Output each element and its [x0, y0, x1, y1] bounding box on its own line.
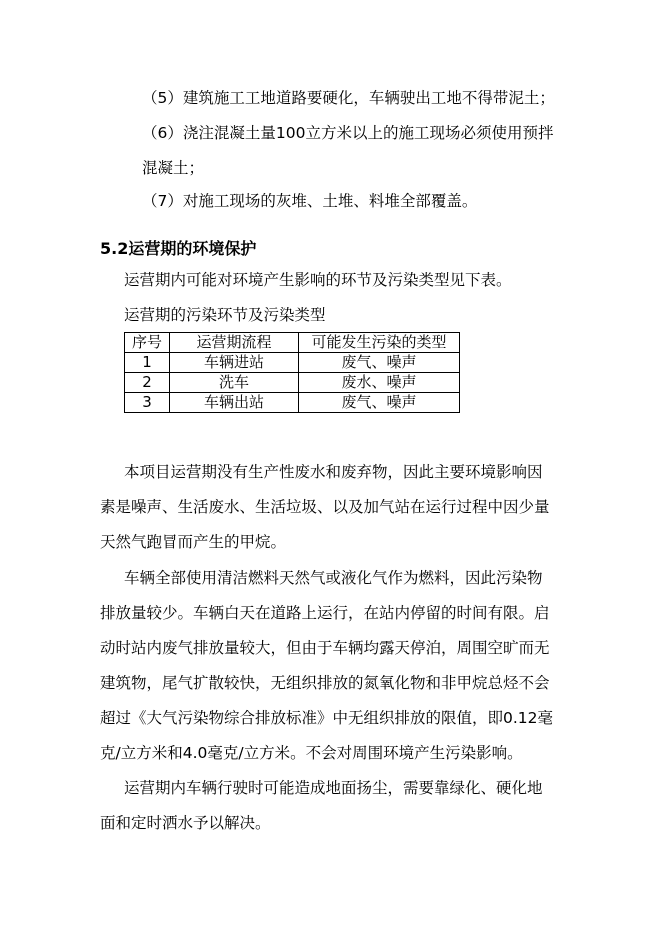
- paragraph-1-line-1: 本项目运营期没有生产性废水和废弃物，因此主要环境影响因: [124, 463, 543, 481]
- header-cell-pollution-type: 可能发生污染的类型: [299, 333, 460, 353]
- table-cell: 洗车: [170, 373, 299, 393]
- table-cell: 2: [125, 373, 170, 393]
- table-cell: 3: [125, 393, 170, 413]
- paragraph-1-line-2: 素是噪声、生活废水、生活垃圾、以及加气站在运行过程中因少量: [100, 498, 550, 516]
- paragraph-2-line-6: 克/立方米和4.0毫克/立方米。不会对周围环境产生污染影响。: [100, 744, 523, 762]
- paragraph-1-line-3: 天然气跑冒而产生的甲烷。: [100, 533, 287, 551]
- paragraph-3-line-2: 面和定时洒水予以解决。: [100, 814, 271, 832]
- table-cell: 1: [125, 353, 170, 373]
- table-cell: 废气、噪声: [299, 353, 460, 373]
- table-cell: 废水、噪声: [299, 373, 460, 393]
- paragraph-2-line-2: 排放量较少。车辆白天在道路上运行，在站内停留的时间有限。启: [100, 604, 550, 622]
- table-cell: 废气、噪声: [299, 393, 460, 413]
- paragraph-3-line-1: 运营期内车辆行驶时可能造成地面扬尘，需要靠绿化、硬化地: [124, 779, 543, 797]
- measure-item-7: （7）对施工现场的灰堆、土堆、料堆全部覆盖。: [142, 192, 478, 210]
- measure-item-6-continued: 混凝土；: [142, 159, 205, 177]
- intro-sentence: 运营期内可能对环境产生影响的环节及污染类型见下表。: [124, 271, 512, 289]
- header-cell-index: 序号: [125, 333, 170, 353]
- measure-item-6: （6）浇注混凝土量100立方米以上的施工现场必须使用预拌: [142, 124, 554, 142]
- table-cell: 车辆出站: [170, 393, 299, 413]
- table-row: [125, 353, 460, 373]
- pollution-table: [124, 332, 460, 413]
- measure-item-5: （5）建筑施工工地道路要硬化，车辆驶出工地不得带泥土；: [142, 89, 555, 107]
- paragraph-2-line-5: 超过《大气污染物综合排放标准》中无组织排放的限值，即0.12毫: [100, 709, 554, 727]
- table-cell: 车辆进站: [170, 353, 299, 373]
- paragraph-2-line-1: 车辆全部使用清洁燃料天然气或液化气作为燃料，因此污染物: [124, 569, 543, 587]
- paragraph-2-line-3: 动时站内废气排放量较大，但由于车辆均露天停泊，周围空旷而无: [100, 639, 550, 657]
- paragraph-2-line-4: 建筑物，尾气扩散较快，无组织排放的氮氧化物和非甲烷总烃不会: [100, 674, 550, 692]
- table-header-row: [125, 333, 460, 353]
- header-cell-process: 运营期流程: [170, 333, 299, 353]
- table-row: [125, 373, 460, 393]
- table-caption: 运营期的污染环节及污染类型: [124, 306, 326, 324]
- table-row: [125, 393, 460, 413]
- section-heading: 5.2运营期的环境保护: [100, 239, 257, 258]
